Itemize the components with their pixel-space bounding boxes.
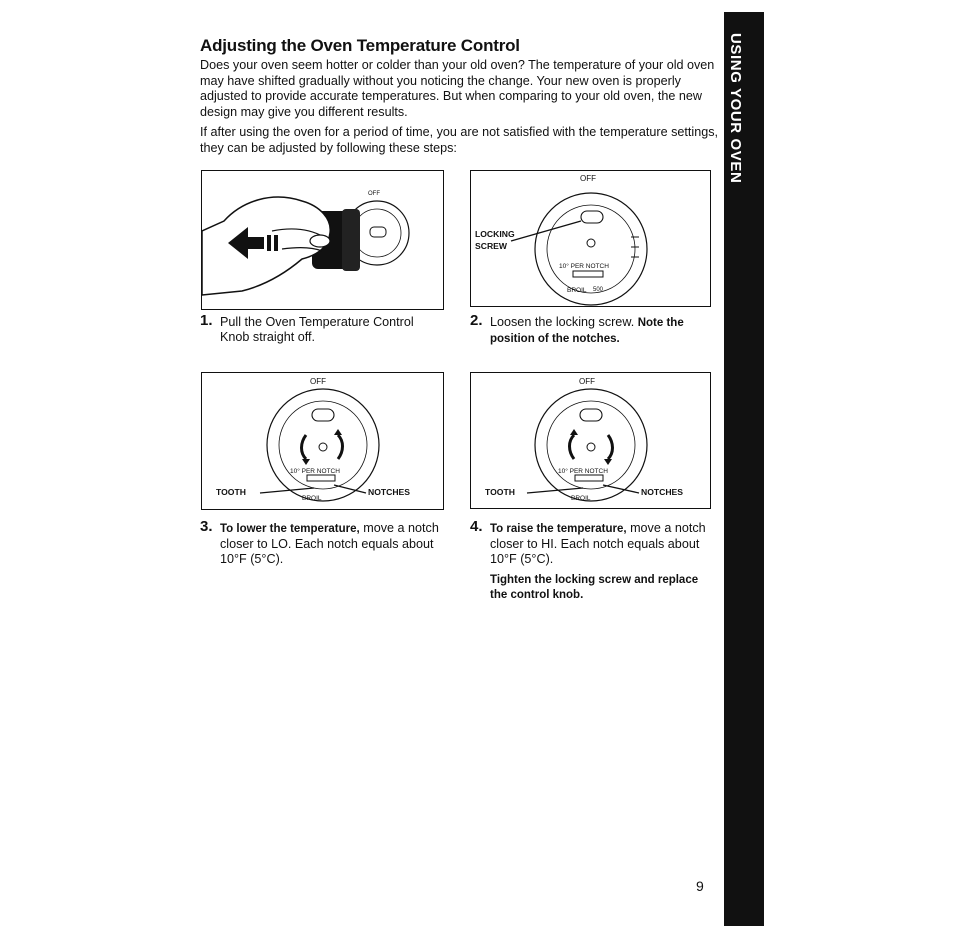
side-tab-label: USING YOUR OVEN: [727, 33, 744, 184]
figure-raise-temp: [470, 372, 711, 509]
per-notch-label: 10° PER NOTCH: [559, 263, 609, 270]
dial-off-label: OFF: [310, 377, 326, 386]
per-notch-label: 10° PER NOTCH: [558, 468, 608, 475]
broil-label: BROIL: [567, 287, 587, 294]
step-text: move a notch closer to HI. Each notch equals about 10°F (5°C).: [490, 521, 706, 566]
broil-label: BROIL: [302, 495, 322, 502]
broil-label: BROIL: [571, 495, 591, 502]
step-number: 3.: [200, 518, 213, 535]
dial-off-label: OFF: [368, 191, 380, 197]
tooth-label: TOOTH: [216, 487, 246, 497]
step-text: Pull the Oven Temperature Control Knob straight off.: [220, 315, 414, 344]
step-text: Loosen the locking screw.: [490, 315, 635, 329]
step-number: 2.: [470, 312, 483, 329]
locking-label: LOCKING: [475, 229, 515, 239]
step-text: move a notch closer to LO. Each notch equals about 10°F (5°C).: [220, 521, 439, 566]
notches-label: NOTCHES: [641, 487, 684, 497]
figure-locking-screw: [470, 170, 711, 307]
dial-off-label: OFF: [579, 377, 595, 386]
intro-paragraph: Does your oven seem hotter or colder than your old oven? The temperature of your old oven may have shifted gradually without you noticing the change. Your new oven is properly adjusted to provide accurate temperatures. But when comparing to your old oven, the new design may give you different results.: [200, 58, 715, 119]
figure-lower-temp: [201, 372, 444, 510]
step-number: 4.: [470, 518, 483, 535]
step-bold: Note the position of the notches.: [490, 317, 684, 345]
step-number: 1.: [200, 312, 213, 329]
intro-paragraph-2: If after using the oven for a period of time, you are not satisfied with the temperature settings, they can be adjusted by following these steps:: [200, 125, 719, 155]
step-bold: To lower the temperature,: [220, 523, 360, 535]
final-instruction: Tighten the locking screw and replace the control knob.: [490, 574, 699, 601]
tooth-label: TOOTH: [485, 487, 515, 497]
per-notch-label: 10° PER NOTCH: [290, 468, 340, 475]
page-title: Adjusting the Oven Temperature Control: [200, 36, 520, 55]
figure-pull-knob: [201, 170, 444, 310]
page-number: 9: [696, 878, 704, 894]
dial-off-label: OFF: [580, 174, 596, 183]
step-bold: To raise the temperature,: [490, 523, 627, 535]
screw-label: SCREW: [475, 241, 507, 251]
notches-label: NOTCHES: [368, 487, 411, 497]
t500-label: 500: [593, 287, 604, 293]
